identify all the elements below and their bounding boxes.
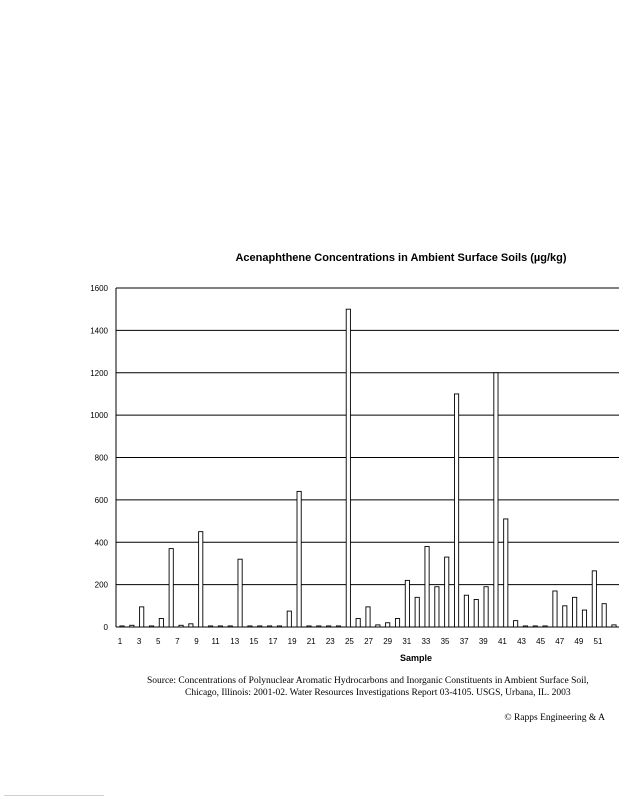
bar-sample-20	[307, 626, 311, 627]
x-tick-label: 17	[268, 637, 278, 646]
bar-sample-25	[356, 619, 360, 627]
bar-sample-40	[504, 519, 508, 627]
bars	[120, 309, 616, 627]
bar-sample-15	[258, 626, 262, 627]
x-tick-label: 15	[249, 637, 259, 646]
x-tick-labels	[118, 637, 603, 646]
source-citation-line1: Source: Concentrations of Polynuclear Aromatic Hydrocarbons and Inorganic Constituents in Ambient Surface Soil,	[147, 676, 589, 686]
bar-sample-42	[523, 626, 527, 627]
bar-sample-16	[268, 626, 272, 627]
bar-sample-32	[425, 546, 429, 627]
x-tick-label: 37	[459, 637, 469, 646]
bar-sample-26	[366, 607, 370, 627]
bar-sample-47	[563, 606, 567, 627]
x-tick-label: 41	[497, 637, 507, 646]
y-tick-label: 600	[94, 495, 108, 505]
bar-sample-10	[208, 626, 212, 627]
bar-sample-28	[386, 623, 390, 627]
x-tick-label: 11	[211, 637, 220, 646]
source-citation-line2: Chicago, Illinois: 2001-02. Water Resources Investigations Report 03-4105. USGS, Urbana, IL. 2003	[185, 688, 571, 698]
bar-sample-43	[533, 626, 537, 627]
y-tick-label: 1600	[90, 284, 108, 293]
bar-sample-52	[612, 625, 616, 627]
bar-sample-8	[189, 624, 193, 627]
x-tick-label: 7	[175, 637, 180, 646]
x-tick-label: 35	[440, 637, 450, 646]
bar-sample-9	[199, 532, 203, 627]
bar-sample-30	[405, 580, 409, 627]
bar-sample-17	[277, 626, 281, 627]
x-tick-label: 21	[306, 637, 316, 646]
y-tick-label: 1400	[90, 326, 108, 336]
x-tick-label: 47	[555, 637, 565, 646]
x-tick-label: 5	[156, 637, 161, 646]
x-tick-label: 45	[536, 637, 546, 646]
chart-title: Acenaphthene Concentrations in Ambient Surface Soils (µg/kg)	[235, 252, 567, 264]
bar-sample-37	[474, 599, 478, 627]
bar-sample-11	[218, 626, 222, 627]
x-tick-label: 3	[136, 637, 142, 646]
bar-sample-3	[140, 607, 144, 627]
bar-sample-38	[484, 587, 488, 627]
bar-sample-41	[514, 621, 518, 627]
x-tick-label: 9	[194, 637, 199, 646]
y-tick-label: 200	[94, 580, 108, 590]
bar-sample-24	[346, 309, 350, 627]
bar-sample-21	[317, 626, 321, 627]
bar-sample-51	[602, 604, 606, 627]
bar-sample-1	[120, 626, 124, 627]
x-tick-label: 25	[344, 637, 354, 646]
bar-sample-5	[159, 619, 163, 627]
x-tick-label: 23	[325, 637, 335, 646]
bar-sample-4	[149, 626, 153, 627]
bar-sample-22	[327, 626, 331, 627]
x-tick-label: 49	[574, 637, 584, 646]
bar-sample-12	[228, 626, 232, 627]
bar-sample-23	[336, 626, 340, 627]
bar-sample-46	[553, 591, 557, 627]
bar-sample-14	[248, 626, 252, 627]
y-tick-label: 1200	[90, 368, 108, 378]
x-tick-label: 27	[364, 637, 374, 646]
x-tick-label: 51	[593, 637, 603, 646]
x-tick-label: 1	[117, 637, 123, 646]
bar-sample-49	[582, 610, 586, 627]
x-tick-label: 29	[383, 637, 393, 646]
footer-rule	[4, 795, 104, 796]
bar-sample-35	[454, 394, 458, 627]
y-tick-label: 0	[103, 623, 108, 632]
bar-sample-7	[179, 625, 183, 627]
bar-sample-18	[287, 611, 291, 627]
x-axis-label: Sample	[399, 653, 433, 663]
bar-sample-33	[435, 587, 439, 627]
bar-sample-19	[297, 491, 301, 627]
x-tick-label: 31	[402, 637, 412, 646]
x-tick-label: 13	[230, 637, 240, 646]
x-tick-label: 19	[287, 637, 297, 646]
y-tick-label: 1000	[90, 411, 108, 421]
bar-sample-45	[543, 626, 547, 627]
x-tick-label: 43	[517, 637, 526, 646]
y-tick-label: 400	[94, 538, 108, 548]
bar-sample-36	[464, 595, 468, 627]
x-tick-label: 39	[478, 637, 488, 646]
bar-sample-34	[445, 557, 449, 627]
x-tick-label: 33	[421, 637, 431, 646]
bar-sample-27	[376, 625, 380, 627]
bar-sample-48	[573, 597, 577, 627]
gridlines	[116, 288, 619, 585]
y-tick-labels	[90, 284, 108, 632]
bar-sample-31	[415, 597, 419, 627]
bar-sample-39	[494, 373, 498, 627]
bar-sample-13	[238, 559, 242, 627]
copyright-notice: © Rapps Engineering & A	[504, 713, 605, 723]
bar-sample-6	[169, 549, 173, 627]
y-tick-label: 800	[94, 453, 108, 463]
bar-sample-29	[395, 619, 399, 627]
bar-sample-50	[592, 571, 596, 627]
bar-sample-2	[130, 625, 134, 627]
